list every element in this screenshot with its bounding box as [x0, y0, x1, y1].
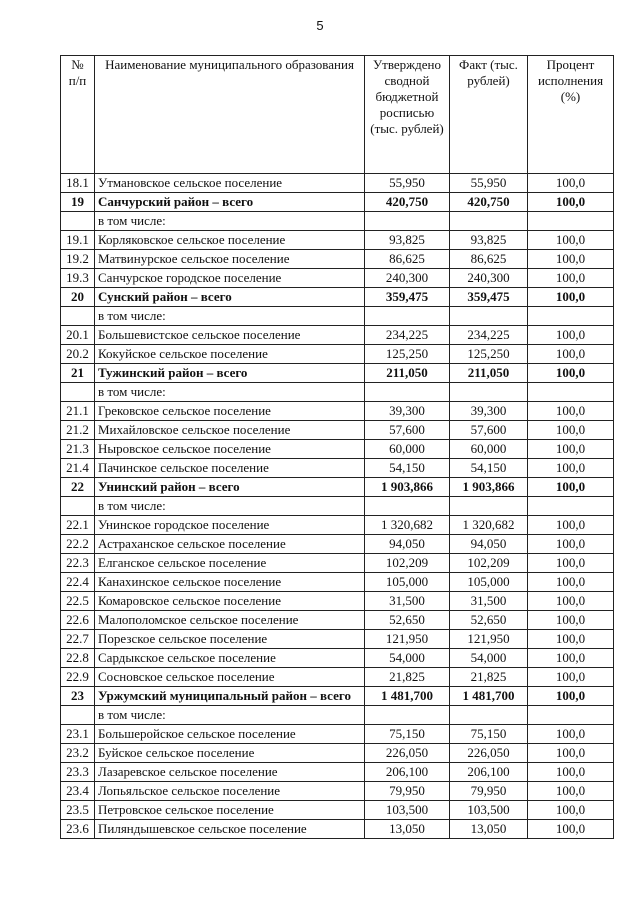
- page-number: 5: [316, 18, 324, 33]
- row-name: Сосновское сельское поселение: [95, 668, 365, 687]
- row-fact: 234,225: [450, 326, 528, 345]
- row-approved: 1 320,682: [365, 516, 450, 535]
- row-percent: 100,0: [528, 193, 614, 212]
- table-row: [61, 763, 614, 782]
- row-number: 19: [61, 193, 95, 212]
- row-number: [61, 497, 95, 516]
- row-name: Михайловское сельское поселение: [95, 421, 365, 440]
- row-percent: 100,0: [528, 440, 614, 459]
- row-fact: 55,950: [450, 174, 528, 193]
- row-name: Астраханское сельское поселение: [95, 535, 365, 554]
- row-percent: 100,0: [528, 345, 614, 364]
- row-number: 22.8: [61, 649, 95, 668]
- row-approved: 94,050: [365, 535, 450, 554]
- table-row: [61, 744, 614, 763]
- row-name: Утмановское сельское поселение: [95, 174, 365, 193]
- row-number: 22.6: [61, 611, 95, 630]
- row-approved: 103,500: [365, 801, 450, 820]
- row-name: Пиляндышевское сельское поселение: [95, 820, 365, 839]
- row-approved: 226,050: [365, 744, 450, 763]
- row-fact: 121,950: [450, 630, 528, 649]
- row-name: Лазаревское сельское поселение: [95, 763, 365, 782]
- header-percent: Процент исполнения (%): [528, 56, 614, 174]
- row-name: Санчурское городское поселение: [95, 269, 365, 288]
- table-row: [61, 649, 614, 668]
- row-percent: 100,0: [528, 668, 614, 687]
- table-row: [61, 269, 614, 288]
- table-row: [61, 592, 614, 611]
- row-percent: [528, 212, 614, 231]
- row-name: Буйское сельское поселение: [95, 744, 365, 763]
- row-percent: 100,0: [528, 402, 614, 421]
- table-row: [61, 345, 614, 364]
- row-name: Петровское сельское поселение: [95, 801, 365, 820]
- table-row: [61, 231, 614, 250]
- subheading-row: [61, 307, 614, 326]
- subheading-row: [61, 706, 614, 725]
- header-approved: Утверждено сводной бюджетной росписью (тыс. рублей): [365, 56, 450, 174]
- row-number: 22.7: [61, 630, 95, 649]
- header-name: Наименование муниципального образования: [95, 56, 365, 174]
- row-number: 20.1: [61, 326, 95, 345]
- row-approved: 21,825: [365, 668, 450, 687]
- table-row: [61, 725, 614, 744]
- row-percent: 100,0: [528, 516, 614, 535]
- row-percent: [528, 497, 614, 516]
- row-number: 22.4: [61, 573, 95, 592]
- table-row: [61, 459, 614, 478]
- row-name: Канахинское сельское поселение: [95, 573, 365, 592]
- row-percent: 100,0: [528, 421, 614, 440]
- row-percent: 100,0: [528, 250, 614, 269]
- row-fact: 1 903,866: [450, 478, 528, 497]
- row-percent: [528, 307, 614, 326]
- row-percent: 100,0: [528, 269, 614, 288]
- row-fact: 31,500: [450, 592, 528, 611]
- table-row: [61, 668, 614, 687]
- row-fact: [450, 383, 528, 402]
- table-row: [61, 402, 614, 421]
- row-percent: 100,0: [528, 782, 614, 801]
- row-percent: 100,0: [528, 231, 614, 250]
- row-approved: 93,825: [365, 231, 450, 250]
- row-name: Лопьяльское сельское поселение: [95, 782, 365, 801]
- district-total-row: [61, 193, 614, 212]
- row-name: Сардыкское сельское поселение: [95, 649, 365, 668]
- row-name: Комаровское сельское поселение: [95, 592, 365, 611]
- row-name: Тужинский район – всего: [95, 364, 365, 383]
- row-name: в том числе:: [95, 212, 365, 231]
- row-approved: 102,209: [365, 554, 450, 573]
- row-fact: [450, 497, 528, 516]
- row-name: Большеройское сельское поселение: [95, 725, 365, 744]
- row-approved: 86,625: [365, 250, 450, 269]
- table-row: [61, 820, 614, 839]
- row-fact: 86,625: [450, 250, 528, 269]
- row-approved: [365, 706, 450, 725]
- row-percent: [528, 706, 614, 725]
- row-approved: 1 903,866: [365, 478, 450, 497]
- row-number: 21.3: [61, 440, 95, 459]
- row-percent: 100,0: [528, 763, 614, 782]
- row-fact: 75,150: [450, 725, 528, 744]
- row-approved: 39,300: [365, 402, 450, 421]
- table-row: [61, 782, 614, 801]
- row-fact: 54,150: [450, 459, 528, 478]
- row-number: 18.1: [61, 174, 95, 193]
- row-name: Грековское сельское поселение: [95, 402, 365, 421]
- table-row: [61, 801, 614, 820]
- row-approved: 359,475: [365, 288, 450, 307]
- row-number: 23.4: [61, 782, 95, 801]
- row-percent: 100,0: [528, 592, 614, 611]
- row-percent: 100,0: [528, 326, 614, 345]
- row-name: Санчурский район – всего: [95, 193, 365, 212]
- row-fact: 211,050: [450, 364, 528, 383]
- district-total-row: [61, 687, 614, 706]
- row-number: 21.4: [61, 459, 95, 478]
- row-number: 23: [61, 687, 95, 706]
- table-row: [61, 421, 614, 440]
- row-name: Унинское городское поселение: [95, 516, 365, 535]
- table-row: [61, 174, 614, 193]
- row-approved: 75,150: [365, 725, 450, 744]
- row-number: 21: [61, 364, 95, 383]
- row-fact: 93,825: [450, 231, 528, 250]
- row-fact: 103,500: [450, 801, 528, 820]
- row-number: 19.2: [61, 250, 95, 269]
- row-percent: [528, 383, 614, 402]
- row-percent: 100,0: [528, 573, 614, 592]
- row-name: Ныровское сельское поселение: [95, 440, 365, 459]
- row-percent: 100,0: [528, 820, 614, 839]
- row-name: Сунский район – всего: [95, 288, 365, 307]
- row-fact: 105,000: [450, 573, 528, 592]
- row-fact: 359,475: [450, 288, 528, 307]
- row-percent: 100,0: [528, 744, 614, 763]
- budget-execution-table: [60, 55, 614, 839]
- row-number: 21.1: [61, 402, 95, 421]
- row-approved: 60,000: [365, 440, 450, 459]
- subheading-row: [61, 212, 614, 231]
- row-fact: 21,825: [450, 668, 528, 687]
- district-total-row: [61, 288, 614, 307]
- row-name: в том числе:: [95, 497, 365, 516]
- row-approved: [365, 307, 450, 326]
- row-percent: 100,0: [528, 174, 614, 193]
- row-name: Матвинурское сельское поселение: [95, 250, 365, 269]
- row-approved: [365, 383, 450, 402]
- row-approved: 54,000: [365, 649, 450, 668]
- row-fact: 79,950: [450, 782, 528, 801]
- row-number: [61, 706, 95, 725]
- row-name: в том числе:: [95, 307, 365, 326]
- row-approved: 31,500: [365, 592, 450, 611]
- header-fact: Факт (тыс. рублей): [450, 56, 528, 174]
- row-fact: 94,050: [450, 535, 528, 554]
- row-percent: 100,0: [528, 611, 614, 630]
- row-fact: 1 320,682: [450, 516, 528, 535]
- row-number: 22.5: [61, 592, 95, 611]
- row-fact: 39,300: [450, 402, 528, 421]
- row-percent: 100,0: [528, 478, 614, 497]
- row-approved: 57,600: [365, 421, 450, 440]
- row-approved: 13,050: [365, 820, 450, 839]
- subheading-row: [61, 497, 614, 516]
- row-number: 22.3: [61, 554, 95, 573]
- row-fact: [450, 307, 528, 326]
- row-fact: 13,050: [450, 820, 528, 839]
- row-fact: 102,209: [450, 554, 528, 573]
- row-name: Малополомское сельское поселение: [95, 611, 365, 630]
- row-approved: 234,225: [365, 326, 450, 345]
- table-row: [61, 554, 614, 573]
- row-number: 23.3: [61, 763, 95, 782]
- row-percent: 100,0: [528, 687, 614, 706]
- row-approved: 206,100: [365, 763, 450, 782]
- row-approved: 125,250: [365, 345, 450, 364]
- row-name: Порезское сельское поселение: [95, 630, 365, 649]
- row-number: 22.1: [61, 516, 95, 535]
- table-row: [61, 440, 614, 459]
- row-name: Уржумский муниципальный район – всего: [95, 687, 365, 706]
- district-total-row: [61, 364, 614, 383]
- table-row: [61, 326, 614, 345]
- row-name: в том числе:: [95, 706, 365, 725]
- row-percent: 100,0: [528, 364, 614, 383]
- row-number: 23.2: [61, 744, 95, 763]
- row-approved: 79,950: [365, 782, 450, 801]
- row-name: Большевистское сельское поселение: [95, 326, 365, 345]
- table-header-row: [61, 56, 614, 174]
- table-row: [61, 611, 614, 630]
- row-number: 21.2: [61, 421, 95, 440]
- row-percent: 100,0: [528, 554, 614, 573]
- row-number: 22: [61, 478, 95, 497]
- row-name: Елганское сельское поселение: [95, 554, 365, 573]
- table-row: [61, 630, 614, 649]
- district-total-row: [61, 478, 614, 497]
- row-percent: 100,0: [528, 630, 614, 649]
- row-number: 23.6: [61, 820, 95, 839]
- row-approved: [365, 497, 450, 516]
- row-number: 22.9: [61, 668, 95, 687]
- row-percent: 100,0: [528, 725, 614, 744]
- row-approved: 54,150: [365, 459, 450, 478]
- row-percent: 100,0: [528, 649, 614, 668]
- row-approved: 105,000: [365, 573, 450, 592]
- row-fact: 125,250: [450, 345, 528, 364]
- row-fact: 206,100: [450, 763, 528, 782]
- row-number: 23.1: [61, 725, 95, 744]
- row-number: 20.2: [61, 345, 95, 364]
- row-fact: [450, 706, 528, 725]
- row-number: 19.3: [61, 269, 95, 288]
- row-fact: 226,050: [450, 744, 528, 763]
- row-approved: 240,300: [365, 269, 450, 288]
- table-row: [61, 535, 614, 554]
- row-fact: [450, 212, 528, 231]
- row-approved: 121,950: [365, 630, 450, 649]
- row-name: Кокуйское сельское поселение: [95, 345, 365, 364]
- row-number: [61, 307, 95, 326]
- table-row: [61, 250, 614, 269]
- row-name: Корляковское сельское поселение: [95, 231, 365, 250]
- table-body: [61, 174, 614, 839]
- row-name: Пачинское сельское поселение: [95, 459, 365, 478]
- row-number: [61, 383, 95, 402]
- row-approved: 52,650: [365, 611, 450, 630]
- row-approved: 55,950: [365, 174, 450, 193]
- row-percent: 100,0: [528, 459, 614, 478]
- row-name: в том числе:: [95, 383, 365, 402]
- row-fact: 60,000: [450, 440, 528, 459]
- row-number: 19.1: [61, 231, 95, 250]
- row-percent: 100,0: [528, 288, 614, 307]
- header-num: № п/п: [61, 56, 95, 174]
- subheading-row: [61, 383, 614, 402]
- row-approved: 211,050: [365, 364, 450, 383]
- table-row: [61, 573, 614, 592]
- row-fact: 420,750: [450, 193, 528, 212]
- row-fact: 1 481,700: [450, 687, 528, 706]
- row-number: 22.2: [61, 535, 95, 554]
- row-percent: 100,0: [528, 801, 614, 820]
- row-approved: 420,750: [365, 193, 450, 212]
- row-percent: 100,0: [528, 535, 614, 554]
- row-approved: 1 481,700: [365, 687, 450, 706]
- row-approved: [365, 212, 450, 231]
- row-number: 20: [61, 288, 95, 307]
- row-number: [61, 212, 95, 231]
- row-fact: 240,300: [450, 269, 528, 288]
- row-fact: 52,650: [450, 611, 528, 630]
- row-name: Унинский район – всего: [95, 478, 365, 497]
- row-fact: 57,600: [450, 421, 528, 440]
- row-number: 23.5: [61, 801, 95, 820]
- table-row: [61, 516, 614, 535]
- row-fact: 54,000: [450, 649, 528, 668]
